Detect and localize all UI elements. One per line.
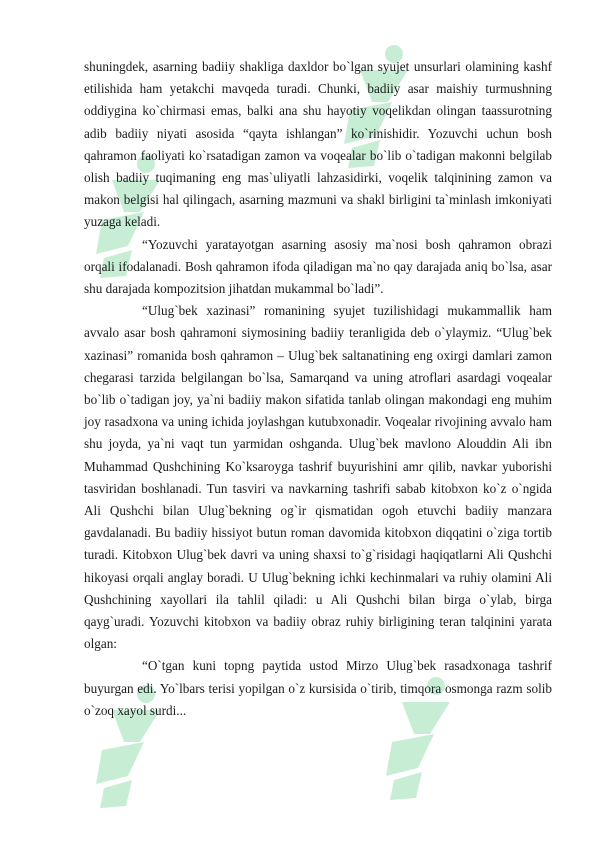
paragraph: shuningdek, asarning badiiy shakliga daxldor bo`lgan syujet unsurlari olamining kashf etilishida ham yetakchi mavqeda turadi. Chunki, badiiy asar maishiy turmushning oddiygina ko`chirmasi emas, balki ana shu hayotiy voqelikdan olingan taassurotning adib badiiy niyati asosida “qayta ishlangan” ko`rinishidir. Yozuvchi uchun bosh qahramon faoliyati ko`rsatadigan zamon va voqealar bo`lib o`tadigan makonni belgilab olish badiiy tuqimaning eng mas`uliyatli lahzasidirki, voqelik talqinining zamon va makon belgisi hal qilingach, asarning mazmuni va shakl birligini ta`minlash imkoniyati yuzaga keladi.: [84, 59, 552, 230]
paragraph: “Ulug`bek xazinasi” romanining syujet tuzilishidagi mukammallik ham avvalo asar bosh qahramoni siymosining badiiy teranligida deb o`ylaymiz. “Ulug`bek xazinasi” romanida bosh qahramon – Ulug`bek saltanatining eng oxirgi damlari zamon chegarasi tarzida belgilangan bo`lsa, Samarqand va uning atroflari asardagi voqealar bo`lib o`tadigan joy, ya`ni badiiy makon sifatida tanlab olingan makondagi eng muhim joy rasadxona va uning ichida joylashgan kutubxonadir. Voqealar rivojining avvalo ham shu joyda, ya`ni vaqt tun yarmidan oshganda. Ulug`bek mavlono Alouddin Ali ibn Muhammad Qushchining Ko`ksaroyga tashrif buyurishini amr qilib, navkar yuborishi tasviridan boshlanadi. Tun tasviri va navkarning tashrifi sabab kitobxon ko`z o`ngida Ali Qushchi bilan Ulug`bekning og`ir qismatidan ogoh etuvchi badiiy manzara gavdalanadi. Bu badiiy hissiyot butun roman davomida kitobxon diqqatini o`ziga tortib turadi. Kitobxon Ulug`bek davri va uning shaxsi to`g`risidagi haqiqatlarni Ali Qushchi hikoyasi orqali anglay boradi. U Ulug`bekning ichki kechinmalari va ruhiy olamini Ali Qushchining xayollari ila tahlil qiladi: u Ali Qushchi bilan birga o`ylab, birga qayg`uradi. Yozuvchi kitobxon va badiiy obraz ruhiy birligining teran talqinini yarata olgan:: [84, 303, 552, 652]
paragraph: “O`tgan kuni topng paytida ustod Mirzo Ulug`bek rasadxonaga tashrif buyurgan edi. Yo`lbars terisi yopilgan o`z kursisida o`tirib, timqora osmonga razm solib o`zoq xayol surdi...: [84, 658, 552, 718]
paragraph: “Yozuvchi yaratayotgan asarning asosiy ma`nosi bosh qahramon obrazi orqali ifodalanadi. Bosh qahramon ifoda qiladigan ma`no qay darajada aniq bo`lsa, asar shu darajada kompozitsion jihatdan mukammal bo`ladi”.: [84, 236, 552, 297]
body-text: [84, 56, 552, 722]
